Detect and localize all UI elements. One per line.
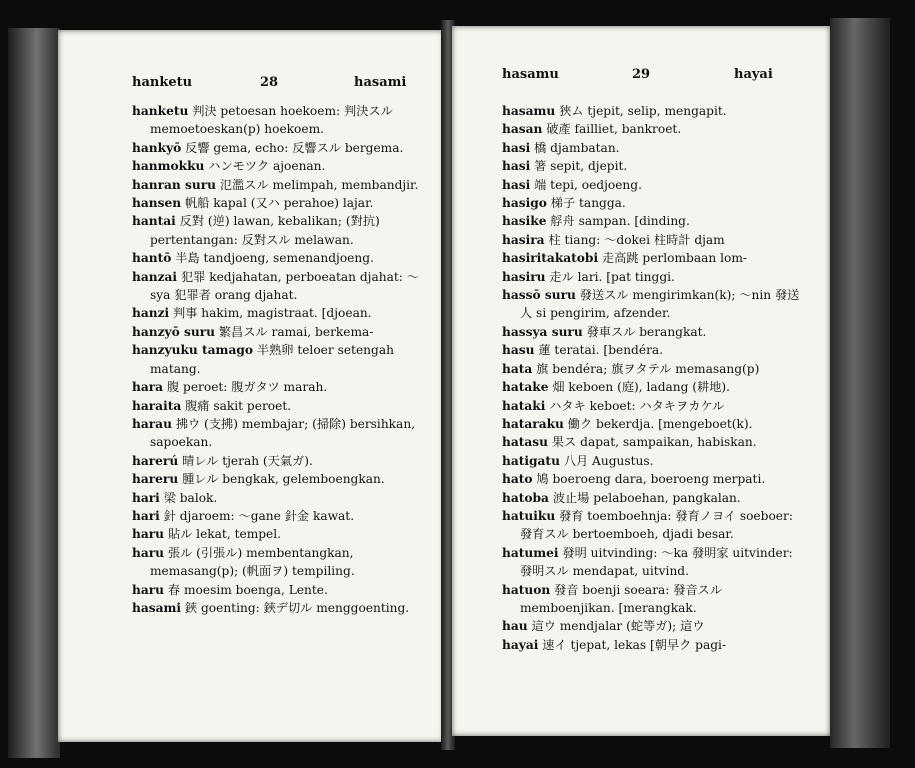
definition: 旗 bendéra; 旗ヲタテル memasang(p) <box>536 361 760 376</box>
headword: hasike <box>502 214 547 229</box>
left-page-edge <box>8 28 60 758</box>
definition: 狹ム tjepit, selip, mengapit. <box>559 104 727 118</box>
dictionary-entry <box>502 581 802 618</box>
definition: 發育 toemboehnja: 發育ノヨイ soeboer: 發育スル bertoemboeh, djadi besar. <box>520 508 793 542</box>
dictionary-entry <box>132 452 432 470</box>
headword: hanmokku <box>132 159 205 174</box>
headword: hari <box>132 490 160 505</box>
definition: 針 djaroem: ～gane 針金 kawat. <box>163 508 355 523</box>
dictionary-entry <box>132 194 432 212</box>
headword: harau <box>132 416 172 431</box>
dictionary-entry <box>502 360 802 378</box>
dictionary-entry <box>132 102 432 139</box>
left-running-head-end: hasami <box>354 75 407 90</box>
dictionary-entry <box>132 341 432 378</box>
dictionary-entry <box>132 139 432 157</box>
dictionary-entry <box>502 544 802 581</box>
headword: hanzi <box>132 306 170 321</box>
headword: hasiru <box>502 269 546 284</box>
left-page-number: 28 <box>260 75 279 90</box>
headword: hankyō <box>132 140 182 155</box>
headword: hasigo <box>502 196 547 211</box>
headword: harerú <box>132 453 179 468</box>
definition: 端 tepi, oedjoeng. <box>534 177 642 192</box>
definition: 繁昌スル ramai, berkema- <box>218 324 374 339</box>
dictionary-entry <box>502 397 802 415</box>
dictionary-entry <box>502 194 802 212</box>
headword: hataki <box>502 398 546 413</box>
headword: hatuon <box>502 582 551 597</box>
dictionary-entry <box>132 415 432 452</box>
dictionary-entry <box>502 176 802 194</box>
dictionary-entry <box>502 139 802 157</box>
definition: 働ク bekerdja. [mengeboet(k). <box>567 416 753 431</box>
headword: hasiritakatobi <box>502 251 599 266</box>
dictionary-entry <box>132 304 432 322</box>
headword: hanzai <box>132 269 178 284</box>
definition: 走ル lari. [pat tinggi. <box>549 269 675 284</box>
dictionary-entry <box>132 249 432 267</box>
dictionary-entry <box>502 452 802 470</box>
headword: hassō suru <box>502 288 576 303</box>
headword: hassya suru <box>502 324 583 339</box>
dictionary-entry <box>502 617 802 635</box>
headword: hantō <box>132 251 172 266</box>
dictionary-entry <box>132 470 432 488</box>
definition: 速イ tjepat, lekas [朝早ク pagi- <box>542 637 727 652</box>
definition: 鋏 goenting: 鋏デ切ル menggoenting. <box>184 600 410 615</box>
headword: hasi <box>502 177 531 192</box>
headword: hasamu <box>502 104 556 118</box>
dictionary-entry <box>132 525 432 543</box>
definition: 這ウ mendjalar (蛇等ガ); 這ウ <box>531 619 705 634</box>
headword: hatumei <box>502 545 559 560</box>
dictionary-entry <box>132 212 432 249</box>
definition: 發車スル berangkat. <box>586 324 707 339</box>
definition: 腹痛 sakit peroet. <box>185 398 292 413</box>
headword: hataraku <box>502 416 564 431</box>
dictionary-entry <box>502 489 802 507</box>
definition: 柱 tiang: ～dokei 柱時計 djam <box>548 232 725 247</box>
definition: 氾濫スル melimpah, membandjir. <box>219 177 419 192</box>
definition: 晴レル tjerah (天氣ガ). <box>182 453 313 468</box>
definition: 貼ル lekat, tempel. <box>167 527 282 542</box>
dictionary-entry <box>502 636 802 654</box>
definition: 發送スル mengirimkan(k); ～nin 發送人 si pengirim, afzender. <box>520 288 800 321</box>
headword: hari <box>132 508 160 523</box>
headword: hasami <box>132 600 182 615</box>
headword: haraita <box>132 398 182 413</box>
definition: 春 moesim boenga, Lente. <box>167 582 328 597</box>
right-running-head: hasamu <box>502 67 559 82</box>
headword: hareru <box>132 472 179 487</box>
dictionary-entry <box>132 378 432 396</box>
headword: haru <box>132 582 165 597</box>
definition: 反對 (逆) lawan, kebalikan; (對抗) pertentangan: 反對スル melawan. <box>150 214 380 247</box>
definition: 腫レル bengkak, gelemboengkan. <box>182 472 385 487</box>
definition: 帆船 kapal (又ハ perahoe) lajar. <box>184 196 374 211</box>
dictionary-entry <box>502 212 802 230</box>
dictionary-entry <box>502 286 802 323</box>
left-running-head: hanketu <box>132 75 193 90</box>
definition: 拂ウ (支拂) membajar; (掃除) bersihkan, sapoekan. <box>150 416 416 450</box>
headword: hatoba <box>502 490 549 505</box>
dictionary-entry <box>132 507 432 525</box>
definition: 判決 petoesan hoekoem: 判決スル memoetoeskan(p) hoekoem. <box>150 104 393 137</box>
right-running-head-end: hayai <box>734 67 773 82</box>
dictionary-entry <box>502 268 802 286</box>
headword: hanketu <box>132 104 189 118</box>
right-entry-list <box>502 102 802 654</box>
definition: 蓮 teratai. [bendéra. <box>538 343 664 358</box>
headword: hatake <box>502 380 549 395</box>
definition: 箸 sepit, djepit. <box>534 159 628 174</box>
headword: hata <box>502 361 533 376</box>
definition: 梯子 tangga. <box>550 196 626 211</box>
definition: 畑 keboen (庭), ladang (耕地). <box>552 380 731 395</box>
headword: hatuiku <box>502 508 556 523</box>
headword: hato <box>502 472 533 487</box>
dictionary-entry <box>502 341 802 359</box>
dictionary-entry <box>502 120 802 138</box>
dictionary-entry <box>132 599 432 617</box>
headword: haru <box>132 545 165 560</box>
headword: hasi <box>502 140 531 155</box>
headword: hanzyuku tamago <box>132 343 254 358</box>
dictionary-entry <box>502 231 802 249</box>
definition: 張ル (引張ル) membentangkan, memasang(p); (帆面ヲ) tempiling. <box>150 545 355 579</box>
headword: hatasu <box>502 435 549 450</box>
definition: 艀舟 sampan. [dinding. <box>550 214 690 229</box>
definition: 半島 tandjoeng, semenandjoeng. <box>175 251 374 266</box>
dictionary-entry <box>502 102 802 120</box>
definition: 八月 Augustus. <box>563 453 654 468</box>
left-page <box>58 30 444 742</box>
headword: hasan <box>502 122 543 137</box>
definition: 梁 balok. <box>163 490 218 505</box>
dictionary-entry <box>502 378 802 396</box>
definition: 橋 djambatan. <box>534 140 620 155</box>
headword: hasira <box>502 232 545 247</box>
headword: hantai <box>132 214 176 229</box>
headword: hara <box>132 380 164 395</box>
definition: 鳩 boeroeng dara, boeroeng merpati. <box>536 472 766 487</box>
definition: 破產 failliet, bankroet. <box>546 122 682 137</box>
dictionary-entry <box>502 470 802 488</box>
definition: 發明 uitvinding: ～ka 發明家 uitvinder: 發明スル mendapat, uitvind. <box>520 545 793 579</box>
headword: hasu <box>502 343 535 358</box>
right-page-number: 29 <box>632 67 651 82</box>
headword: hatigatu <box>502 453 560 468</box>
headword: hansen <box>132 196 182 211</box>
definition: 反響 gema, echo: 反響スル bergema. <box>185 140 404 155</box>
definition: 半熟卵 teloer setengah matang. <box>150 343 394 376</box>
dictionary-entry <box>132 544 432 581</box>
definition: 腹 peroet: 腹ガタツ marah. <box>166 380 328 395</box>
dictionary-entry <box>132 268 432 305</box>
headword: hasi <box>502 159 531 174</box>
dictionary-entry <box>132 397 432 415</box>
dictionary-entry <box>132 323 432 341</box>
headword: hanzyō suru <box>132 324 215 339</box>
definition: 犯罪 kedjahatan, perboeatan djahat: ～sya 犯罪者 orang djahat. <box>150 269 419 303</box>
dictionary-entry <box>132 157 432 175</box>
definition: 判事 hakim, magistraat. [djoean. <box>173 306 372 321</box>
dictionary-entry <box>502 433 802 451</box>
headword: hanran suru <box>132 177 217 192</box>
headword: hayai <box>502 637 539 652</box>
dictionary-entry <box>502 323 802 341</box>
dictionary-entry <box>132 176 432 194</box>
definition: 波止場 pelaboehan, pangkalan. <box>552 490 741 505</box>
headword: haru <box>132 527 165 542</box>
headword: hau <box>502 619 528 634</box>
definition: 發音 boenji soeara: 發音スル memboenjikan. [merangkak. <box>520 582 723 615</box>
dictionary-entry <box>502 249 802 267</box>
right-page <box>452 26 830 736</box>
left-entry-list <box>132 102 432 617</box>
definition: 走高跳 perlombaan lom- <box>601 251 747 266</box>
dictionary-entry <box>502 415 802 433</box>
definition: ハタキ keboet: ハタキヲカケル <box>549 398 725 413</box>
definition: 果ス dapat, sampaikan, habiskan. <box>551 435 757 450</box>
definition: ハンモツク ajoenan. <box>208 159 326 174</box>
dictionary-entry <box>502 507 802 544</box>
dictionary-entry <box>132 489 432 507</box>
dictionary-entry <box>502 157 802 175</box>
right-page-edge <box>830 18 890 748</box>
dictionary-entry <box>132 581 432 599</box>
